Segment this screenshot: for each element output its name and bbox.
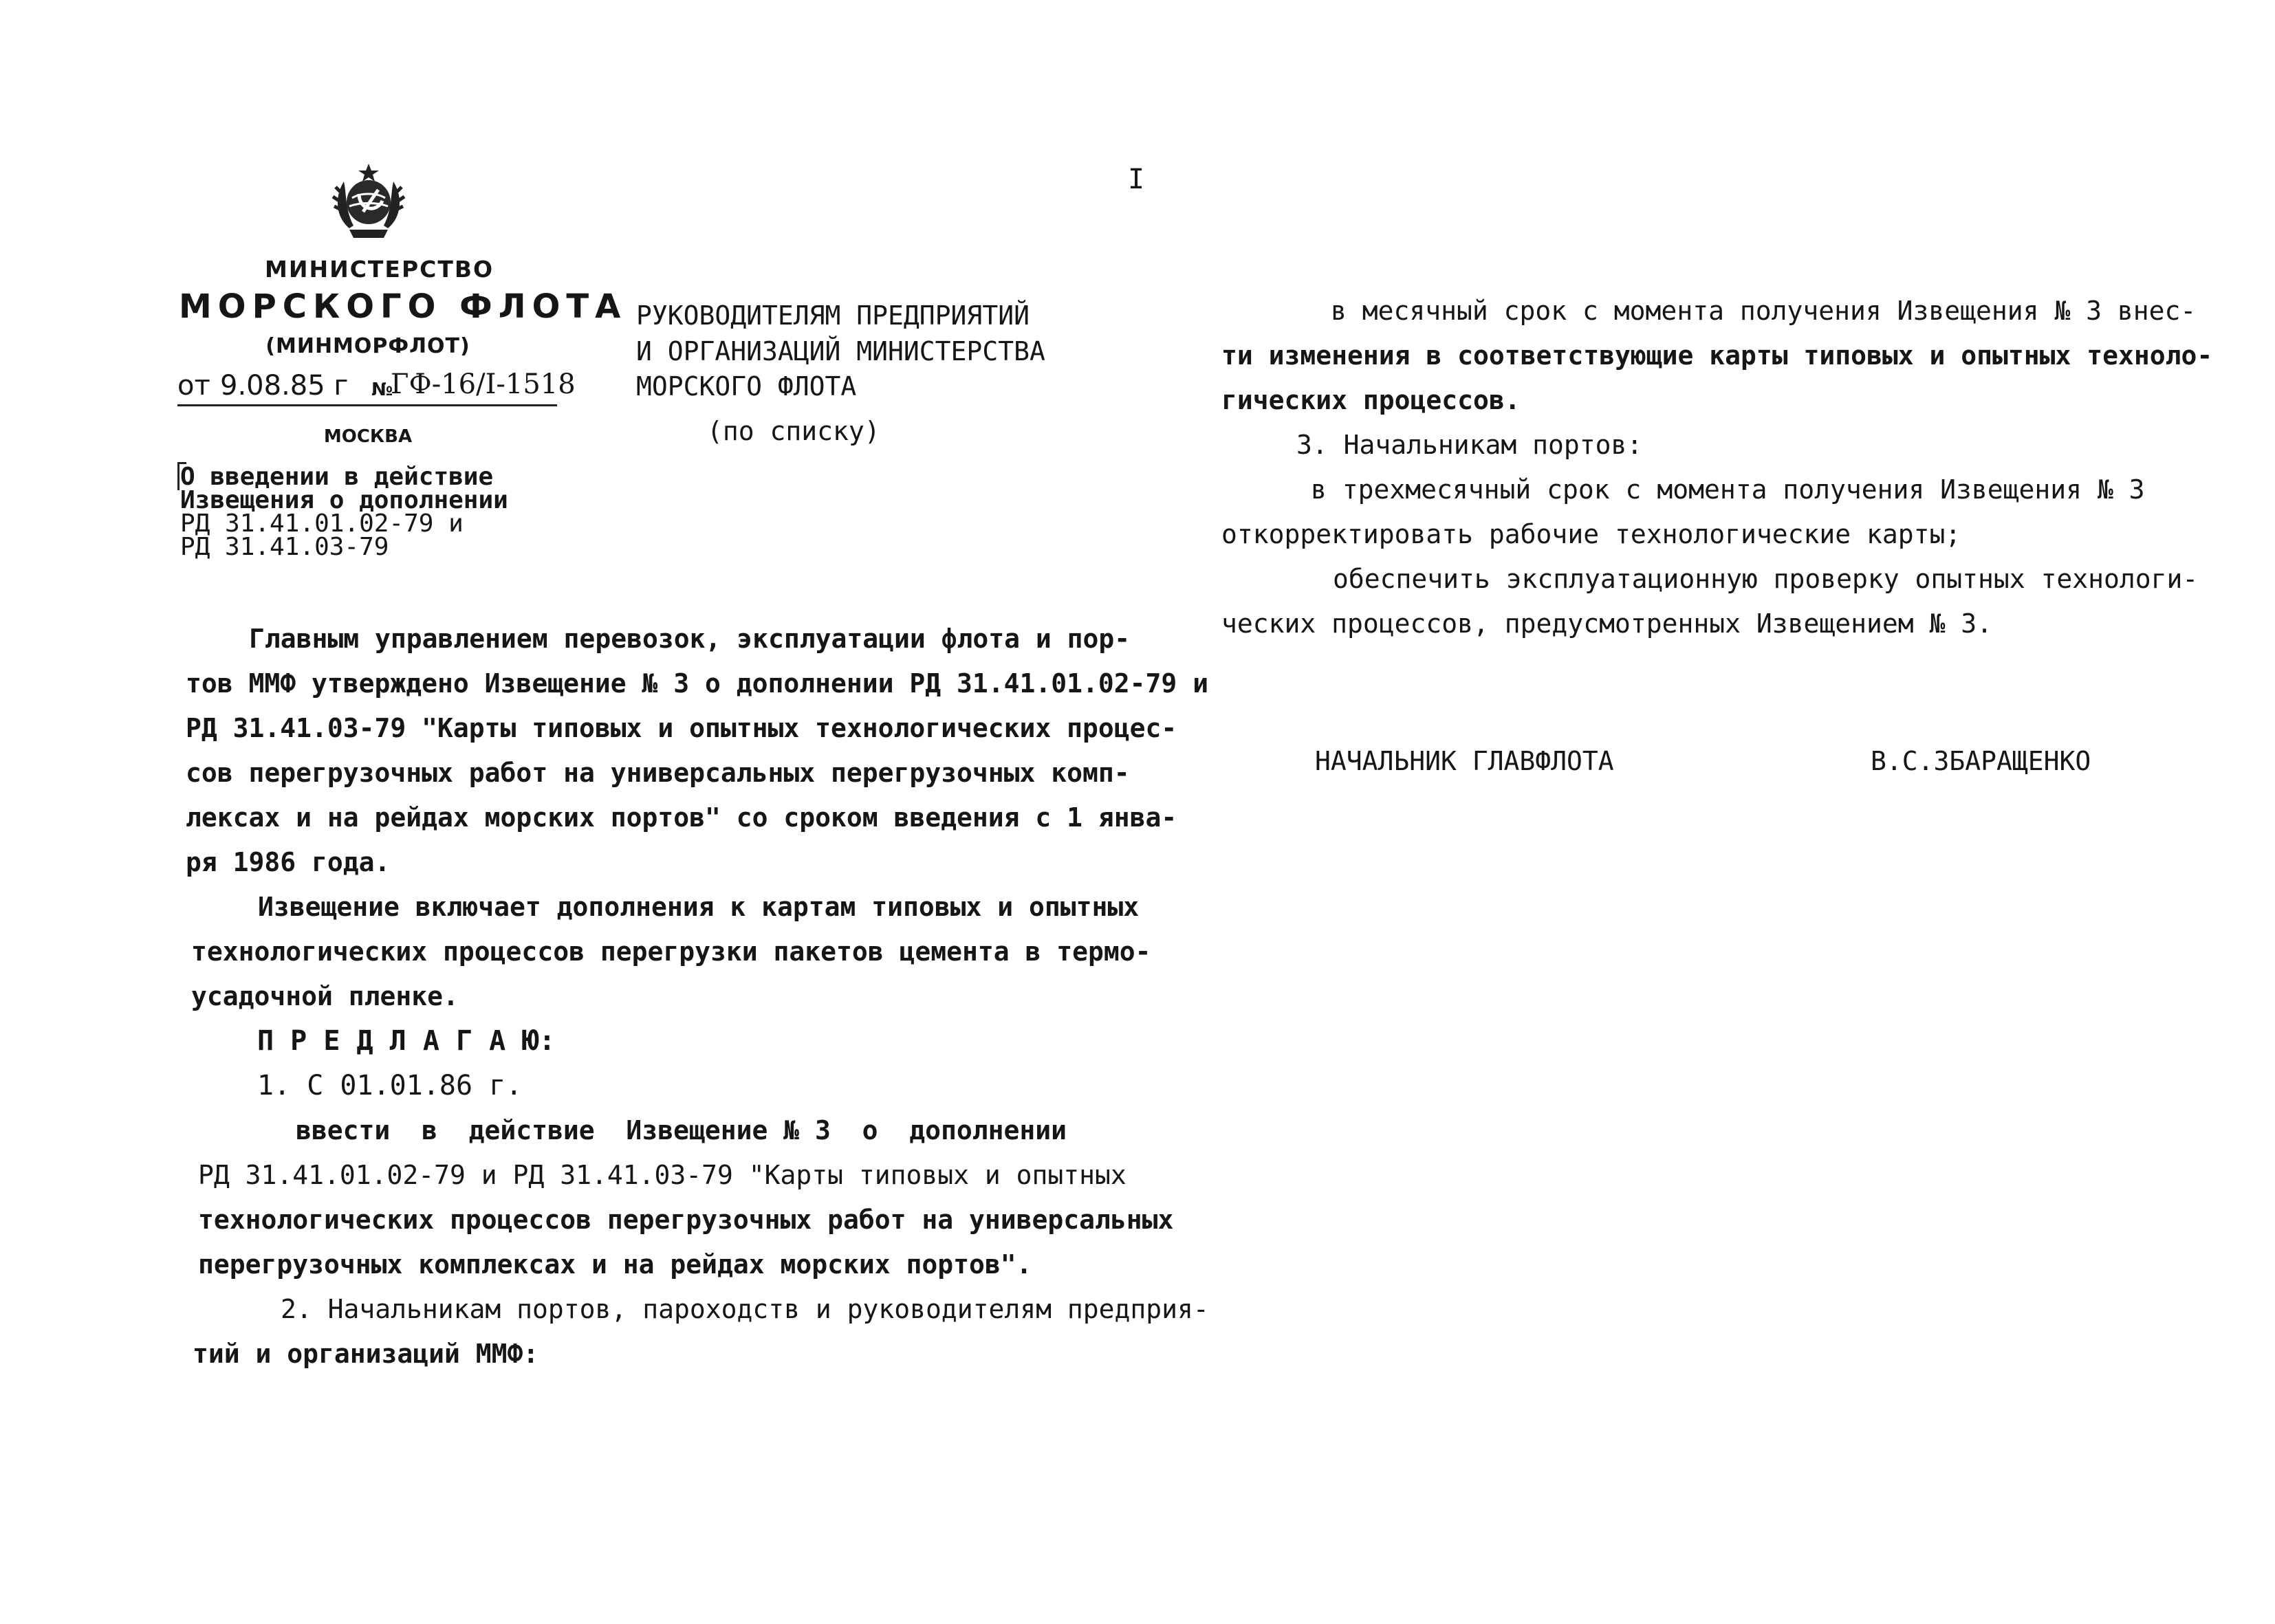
document-date: 9.08.85 г [220,370,349,402]
body-paragraph-line: в месячный срок с момента получения Извещения № 3 внес- [1331,296,2197,326]
body-paragraph-line: лексах и на рейдах морских портов" со сроком введения с 1 янва- [186,802,1177,833]
subject-line: О введении в действие [180,463,494,491]
addressee-line: И ОРГАНИЗАЦИЙ МИНИСТЕРСТВА [636,336,1045,366]
body-paragraph-line: откорректировать рабочие технологические карты; [1221,519,1961,549]
soviet-state-emblem-icon [329,162,409,242]
document-date-number [177,369,576,403]
item-1-heading: 1. С 01.01.86 г. [257,1070,523,1101]
ministry-abbrev: (МИНМОРФЛОТ) [265,334,470,358]
body-paragraph-line: РД 31.41.01.02-79 и РД 31.41.03-79 "Карты типовых и опытных [198,1160,1126,1190]
body-paragraph-line: сов перегрузочных работ на универсальных перегрузочных комп- [186,758,1130,788]
date-underline [177,404,557,406]
city-label: МОСКВА [323,426,413,447]
body-paragraph-line: тий и организаций ММФ: [193,1339,539,1369]
body-paragraph-line: тов ММФ утверждено Извещение № 3 о дополнении РД 31.41.01.02-79 и [186,668,1209,699]
document-number: ГФ-16/I-1518 [391,369,576,400]
body-paragraph-line: ти изменения в соответствующие карты типовых и опытных техноло- [1221,340,2213,371]
body-paragraph-line: РД 31.41.03-79 "Карты типовых и опытных технологических процес- [186,713,1177,743]
body-paragraph-line: технологических процессов перегрузочных работ на универсальных [198,1205,1174,1235]
body-paragraph-line: Извещение включает дополнения к картам типовых и опытных [258,892,1140,922]
body-paragraph-line: в трехмесячный срок с момента получения Извещения № 3 [1311,474,2145,505]
body-paragraph-line: обеспечить эксплуатационную проверку опытных технологи- [1333,564,2199,594]
addressee-note: (по списку) [707,416,880,446]
number-sign: № [371,380,393,400]
body-paragraph-line: гических процессов. [1221,385,1521,415]
body-paragraph-line: перегрузочных комплексах и на рейдах морских портов". [198,1249,1032,1280]
ministry-name: МОРСКОГО ФЛОТА [179,287,627,326]
body-paragraph-line: ввести в действие Извещение № 3 о дополнении [296,1115,1067,1145]
signatory-name: В.С.ЗБАРАЩЕНКО [1871,746,2091,776]
body-paragraph-line: ческих процессов, предусмотренных Извещением № 3. [1221,608,1993,639]
page-number: I [1128,164,1145,195]
ministry-line: МИНИСТЕРСТВО [265,256,494,283]
subject-line: РД 31.41.03-79 [180,533,389,561]
body-paragraph-line: ря 1986 года. [186,847,391,877]
body-paragraph-line: 2. Начальникам портов, пароходств и руководителям предприя- [281,1294,1209,1324]
addressee-line: РУКОВОДИТЕЛЯМ ПРЕДПРИЯТИЙ [636,300,1030,331]
subject-line: РД 31.41.01.02-79 и [180,509,464,538]
propose-heading: П Р Е Д Л А Г А Ю: [257,1025,556,1057]
body-paragraph-line: Главным управлением перевозок, эксплуатации флота и пор- [249,624,1131,654]
body-paragraph-line: усадочной пленке. [191,981,459,1011]
item-3-heading: 3. Начальникам портов: [1296,430,1643,460]
subject-line: Извещения о дополнении [180,486,508,514]
signatory-title: НАЧАЛЬНИК ГЛАВФЛОТА [1315,746,1614,776]
subject-block [177,462,535,565]
date-prefix: от [177,370,210,402]
body-paragraph-line: технологических процессов перегрузки пакетов цемента в термо- [191,936,1151,967]
addressee-line: МОРСКОГО ФЛОТА [636,371,857,402]
